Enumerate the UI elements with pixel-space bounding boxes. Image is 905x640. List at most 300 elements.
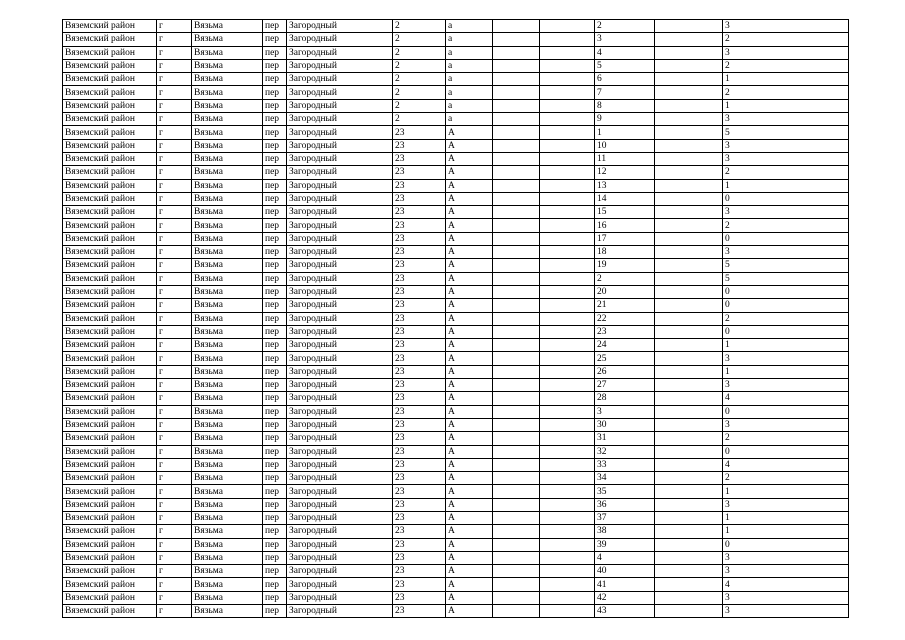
table-row	[63, 325, 849, 338]
settlement-cell: Вязьма	[192, 232, 263, 245]
house-number-cell: 2	[393, 46, 446, 59]
district-cell: Вяземский район	[63, 59, 157, 72]
table-row	[63, 365, 849, 378]
house-number-cell: 23	[393, 299, 446, 312]
settlement-type-cell: г	[157, 339, 192, 352]
house-letter-cell: А	[446, 498, 493, 511]
building-cell	[493, 405, 540, 418]
settlement-type-cell: г	[157, 312, 192, 325]
district-cell: Вяземский район	[63, 498, 157, 511]
building-cell	[493, 139, 540, 152]
house-letter-cell: А	[446, 432, 493, 445]
house-number-cell: 23	[393, 485, 446, 498]
apartment-cell: 26	[595, 365, 655, 378]
table-row	[63, 432, 849, 445]
count-cell: 3	[723, 591, 849, 604]
room-cell	[655, 139, 723, 152]
house-number-cell: 2	[393, 86, 446, 99]
count-cell: 5	[723, 272, 849, 285]
settlement-type-cell: г	[157, 285, 192, 298]
structure-cell	[540, 551, 595, 564]
structure-cell	[540, 538, 595, 551]
table-row	[63, 591, 849, 604]
house-letter-cell: а	[446, 73, 493, 86]
structure-cell	[540, 498, 595, 511]
apartment-cell: 17	[595, 232, 655, 245]
settlement-cell: Вязьма	[192, 379, 263, 392]
building-cell	[493, 126, 540, 139]
count-cell: 1	[723, 339, 849, 352]
count-cell: 1	[723, 525, 849, 538]
apartment-cell: 3	[595, 405, 655, 418]
count-cell: 0	[723, 285, 849, 298]
street-cell: Загородный	[287, 33, 393, 46]
room-cell	[655, 86, 723, 99]
district-cell: Вяземский район	[63, 472, 157, 485]
building-cell	[493, 511, 540, 524]
house-number-cell: 23	[393, 272, 446, 285]
table-row	[63, 352, 849, 365]
settlement-type-cell: г	[157, 538, 192, 551]
house-number-cell: 23	[393, 578, 446, 591]
apartment-cell: 13	[595, 179, 655, 192]
street-type-cell: пер	[263, 511, 287, 524]
apartment-cell: 27	[595, 379, 655, 392]
room-cell	[655, 272, 723, 285]
district-cell: Вяземский район	[63, 299, 157, 312]
table-row	[63, 113, 849, 126]
house-letter-cell: А	[446, 312, 493, 325]
settlement-type-cell: г	[157, 498, 192, 511]
room-cell	[655, 126, 723, 139]
house-number-cell: 23	[393, 511, 446, 524]
table-row	[63, 126, 849, 139]
room-cell	[655, 152, 723, 165]
settlement-type-cell: г	[157, 405, 192, 418]
house-letter-cell: А	[446, 591, 493, 604]
table-row	[63, 551, 849, 564]
building-cell	[493, 20, 540, 33]
settlement-cell: Вязьма	[192, 59, 263, 72]
house-number-cell: 2	[393, 73, 446, 86]
district-cell: Вяземский район	[63, 192, 157, 205]
settlement-cell: Вязьма	[192, 259, 263, 272]
building-cell	[493, 591, 540, 604]
street-type-cell: пер	[263, 73, 287, 86]
street-type-cell: пер	[263, 206, 287, 219]
district-cell: Вяземский район	[63, 458, 157, 471]
street-cell: Загородный	[287, 511, 393, 524]
street-type-cell: пер	[263, 458, 287, 471]
table-row	[63, 206, 849, 219]
house-letter-cell: А	[446, 472, 493, 485]
building-cell	[493, 605, 540, 618]
street-cell: Загородный	[287, 379, 393, 392]
street-type-cell: пер	[263, 99, 287, 112]
street-cell: Загородный	[287, 46, 393, 59]
street-type-cell: пер	[263, 179, 287, 192]
table-row	[63, 46, 849, 59]
street-cell: Загородный	[287, 166, 393, 179]
house-letter-cell: А	[446, 511, 493, 524]
street-type-cell: пер	[263, 418, 287, 431]
settlement-cell: Вязьма	[192, 445, 263, 458]
room-cell	[655, 511, 723, 524]
house-letter-cell: а	[446, 46, 493, 59]
house-number-cell: 23	[393, 206, 446, 219]
count-cell: 3	[723, 113, 849, 126]
apartment-cell: 10	[595, 139, 655, 152]
settlement-cell: Вязьма	[192, 33, 263, 46]
table-row	[63, 33, 849, 46]
room-cell	[655, 418, 723, 431]
house-letter-cell: А	[446, 139, 493, 152]
room-cell	[655, 498, 723, 511]
building-cell	[493, 259, 540, 272]
room-cell	[655, 339, 723, 352]
count-cell: 1	[723, 511, 849, 524]
structure-cell	[540, 605, 595, 618]
building-cell	[493, 99, 540, 112]
street-type-cell: пер	[263, 352, 287, 365]
building-cell	[493, 33, 540, 46]
settlement-type-cell: г	[157, 485, 192, 498]
street-type-cell: пер	[263, 152, 287, 165]
house-number-cell: 23	[393, 418, 446, 431]
table-row	[63, 166, 849, 179]
house-number-cell: 2	[393, 99, 446, 112]
table-row	[63, 179, 849, 192]
settlement-cell: Вязьма	[192, 113, 263, 126]
count-cell: 2	[723, 33, 849, 46]
street-cell: Загородный	[287, 445, 393, 458]
apartment-cell: 37	[595, 511, 655, 524]
structure-cell	[540, 578, 595, 591]
room-cell	[655, 33, 723, 46]
street-cell: Загородный	[287, 246, 393, 259]
house-letter-cell: А	[446, 365, 493, 378]
settlement-type-cell: г	[157, 59, 192, 72]
table-row	[63, 525, 849, 538]
settlement-type-cell: г	[157, 445, 192, 458]
street-type-cell: пер	[263, 605, 287, 618]
settlement-cell: Вязьма	[192, 206, 263, 219]
settlement-cell: Вязьма	[192, 458, 263, 471]
house-letter-cell: А	[446, 152, 493, 165]
settlement-type-cell: г	[157, 73, 192, 86]
count-cell: 2	[723, 166, 849, 179]
house-letter-cell: А	[446, 551, 493, 564]
structure-cell	[540, 379, 595, 392]
street-type-cell: пер	[263, 86, 287, 99]
settlement-type-cell: г	[157, 325, 192, 338]
count-cell: 2	[723, 472, 849, 485]
structure-cell	[540, 352, 595, 365]
district-cell: Вяземский район	[63, 525, 157, 538]
apartment-cell: 24	[595, 339, 655, 352]
apartment-cell: 36	[595, 498, 655, 511]
settlement-type-cell: г	[157, 179, 192, 192]
district-cell: Вяземский район	[63, 33, 157, 46]
settlement-cell: Вязьма	[192, 538, 263, 551]
table-row	[63, 458, 849, 471]
settlement-cell: Вязьма	[192, 405, 263, 418]
house-number-cell: 23	[393, 605, 446, 618]
street-cell: Загородный	[287, 352, 393, 365]
apartment-cell: 5	[595, 59, 655, 72]
house-letter-cell: а	[446, 20, 493, 33]
table-row	[63, 299, 849, 312]
street-cell: Загородный	[287, 339, 393, 352]
house-number-cell: 23	[393, 432, 446, 445]
building-cell	[493, 73, 540, 86]
street-type-cell: пер	[263, 498, 287, 511]
count-cell: 3	[723, 551, 849, 564]
room-cell	[655, 379, 723, 392]
building-cell	[493, 285, 540, 298]
building-cell	[493, 246, 540, 259]
count-cell: 3	[723, 418, 849, 431]
table-row	[63, 232, 849, 245]
apartment-cell: 16	[595, 219, 655, 232]
house-number-cell: 2	[393, 59, 446, 72]
settlement-type-cell: г	[157, 166, 192, 179]
district-cell: Вяземский район	[63, 405, 157, 418]
street-cell: Загородный	[287, 86, 393, 99]
house-number-cell: 23	[393, 259, 446, 272]
settlement-cell: Вязьма	[192, 551, 263, 564]
settlement-type-cell: г	[157, 33, 192, 46]
street-cell: Загородный	[287, 179, 393, 192]
count-cell: 0	[723, 299, 849, 312]
structure-cell	[540, 99, 595, 112]
count-cell: 3	[723, 498, 849, 511]
settlement-cell: Вязьма	[192, 246, 263, 259]
street-type-cell: пер	[263, 192, 287, 205]
district-cell: Вяземский район	[63, 578, 157, 591]
table-row	[63, 272, 849, 285]
house-number-cell: 23	[393, 565, 446, 578]
street-type-cell: пер	[263, 565, 287, 578]
district-cell: Вяземский район	[63, 379, 157, 392]
settlement-cell: Вязьма	[192, 272, 263, 285]
building-cell	[493, 113, 540, 126]
street-type-cell: пер	[263, 139, 287, 152]
street-type-cell: пер	[263, 232, 287, 245]
room-cell	[655, 285, 723, 298]
district-cell: Вяземский район	[63, 206, 157, 219]
table-row	[63, 538, 849, 551]
house-letter-cell: А	[446, 418, 493, 431]
table-row	[63, 219, 849, 232]
table-row	[63, 379, 849, 392]
house-letter-cell: А	[446, 525, 493, 538]
street-cell: Загородный	[287, 99, 393, 112]
street-type-cell: пер	[263, 59, 287, 72]
structure-cell	[540, 312, 595, 325]
street-cell: Загородный	[287, 73, 393, 86]
structure-cell	[540, 152, 595, 165]
settlement-cell: Вязьма	[192, 86, 263, 99]
house-letter-cell: А	[446, 285, 493, 298]
district-cell: Вяземский район	[63, 325, 157, 338]
house-letter-cell: А	[446, 538, 493, 551]
count-cell: 1	[723, 179, 849, 192]
street-type-cell: пер	[263, 20, 287, 33]
settlement-type-cell: г	[157, 525, 192, 538]
count-cell: 4	[723, 458, 849, 471]
count-cell: 0	[723, 538, 849, 551]
apartment-cell: 41	[595, 578, 655, 591]
house-letter-cell: А	[446, 392, 493, 405]
settlement-type-cell: г	[157, 511, 192, 524]
structure-cell	[540, 272, 595, 285]
street-cell: Загородный	[287, 365, 393, 378]
street-cell: Загородный	[287, 418, 393, 431]
house-letter-cell: А	[446, 246, 493, 259]
district-cell: Вяземский район	[63, 538, 157, 551]
house-number-cell: 23	[393, 232, 446, 245]
count-cell: 1	[723, 73, 849, 86]
settlement-type-cell: г	[157, 113, 192, 126]
house-number-cell: 23	[393, 152, 446, 165]
house-letter-cell: А	[446, 379, 493, 392]
count-cell: 2	[723, 86, 849, 99]
settlement-cell: Вязьма	[192, 339, 263, 352]
room-cell	[655, 299, 723, 312]
street-type-cell: пер	[263, 246, 287, 259]
settlement-type-cell: г	[157, 591, 192, 604]
settlement-cell: Вязьма	[192, 565, 263, 578]
street-cell: Загородный	[287, 206, 393, 219]
structure-cell	[540, 485, 595, 498]
apartment-cell: 23	[595, 325, 655, 338]
street-type-cell: пер	[263, 379, 287, 392]
apartment-cell: 43	[595, 605, 655, 618]
district-cell: Вяземский район	[63, 352, 157, 365]
room-cell	[655, 605, 723, 618]
settlement-type-cell: г	[157, 206, 192, 219]
district-cell: Вяземский район	[63, 551, 157, 564]
count-cell: 3	[723, 605, 849, 618]
street-cell: Загородный	[287, 565, 393, 578]
house-letter-cell: А	[446, 166, 493, 179]
house-letter-cell: А	[446, 485, 493, 498]
table-row	[63, 418, 849, 431]
room-cell	[655, 73, 723, 86]
settlement-type-cell: г	[157, 259, 192, 272]
room-cell	[655, 578, 723, 591]
building-cell	[493, 538, 540, 551]
table-row	[63, 445, 849, 458]
street-cell: Загородный	[287, 458, 393, 471]
apartment-cell: 15	[595, 206, 655, 219]
district-cell: Вяземский район	[63, 139, 157, 152]
street-type-cell: пер	[263, 126, 287, 139]
room-cell	[655, 472, 723, 485]
settlement-type-cell: г	[157, 392, 192, 405]
house-letter-cell: А	[446, 445, 493, 458]
street-type-cell: пер	[263, 46, 287, 59]
district-cell: Вяземский район	[63, 272, 157, 285]
room-cell	[655, 20, 723, 33]
settlement-cell: Вязьма	[192, 152, 263, 165]
structure-cell	[540, 33, 595, 46]
settlement-type-cell: г	[157, 432, 192, 445]
structure-cell	[540, 445, 595, 458]
settlement-cell: Вязьма	[192, 591, 263, 604]
building-cell	[493, 392, 540, 405]
structure-cell	[540, 139, 595, 152]
street-type-cell: пер	[263, 525, 287, 538]
building-cell	[493, 219, 540, 232]
street-type-cell: пер	[263, 365, 287, 378]
street-cell: Загородный	[287, 219, 393, 232]
table-row	[63, 86, 849, 99]
apartment-cell: 8	[595, 99, 655, 112]
table-row	[63, 498, 849, 511]
building-cell	[493, 418, 540, 431]
district-cell: Вяземский район	[63, 99, 157, 112]
house-number-cell: 23	[393, 405, 446, 418]
building-cell	[493, 312, 540, 325]
room-cell	[655, 591, 723, 604]
apartment-cell: 18	[595, 246, 655, 259]
structure-cell	[540, 179, 595, 192]
room-cell	[655, 192, 723, 205]
house-number-cell: 2	[393, 113, 446, 126]
house-number-cell: 23	[393, 591, 446, 604]
count-cell: 1	[723, 485, 849, 498]
apartment-cell: 33	[595, 458, 655, 471]
structure-cell	[540, 113, 595, 126]
street-type-cell: пер	[263, 472, 287, 485]
district-cell: Вяземский район	[63, 312, 157, 325]
settlement-cell: Вязьма	[192, 392, 263, 405]
structure-cell	[540, 525, 595, 538]
table-row	[63, 472, 849, 485]
house-letter-cell: А	[446, 339, 493, 352]
street-type-cell: пер	[263, 325, 287, 338]
street-cell: Загородный	[287, 299, 393, 312]
district-cell: Вяземский район	[63, 339, 157, 352]
apartment-cell: 11	[595, 152, 655, 165]
count-cell: 0	[723, 192, 849, 205]
street-type-cell: пер	[263, 591, 287, 604]
apartment-cell: 21	[595, 299, 655, 312]
street-cell: Загородный	[287, 525, 393, 538]
settlement-type-cell: г	[157, 379, 192, 392]
house-number-cell: 2	[393, 20, 446, 33]
structure-cell	[540, 299, 595, 312]
structure-cell	[540, 285, 595, 298]
settlement-type-cell: г	[157, 139, 192, 152]
street-cell: Загородный	[287, 551, 393, 564]
count-cell: 0	[723, 405, 849, 418]
house-letter-cell: А	[446, 352, 493, 365]
apartment-cell: 38	[595, 525, 655, 538]
settlement-cell: Вязьма	[192, 365, 263, 378]
structure-cell	[540, 405, 595, 418]
table-row	[63, 259, 849, 272]
apartment-cell: 19	[595, 259, 655, 272]
count-cell: 0	[723, 232, 849, 245]
street-type-cell: пер	[263, 33, 287, 46]
settlement-cell: Вязьма	[192, 525, 263, 538]
table-row	[63, 312, 849, 325]
district-cell: Вяземский район	[63, 152, 157, 165]
table-row	[63, 59, 849, 72]
